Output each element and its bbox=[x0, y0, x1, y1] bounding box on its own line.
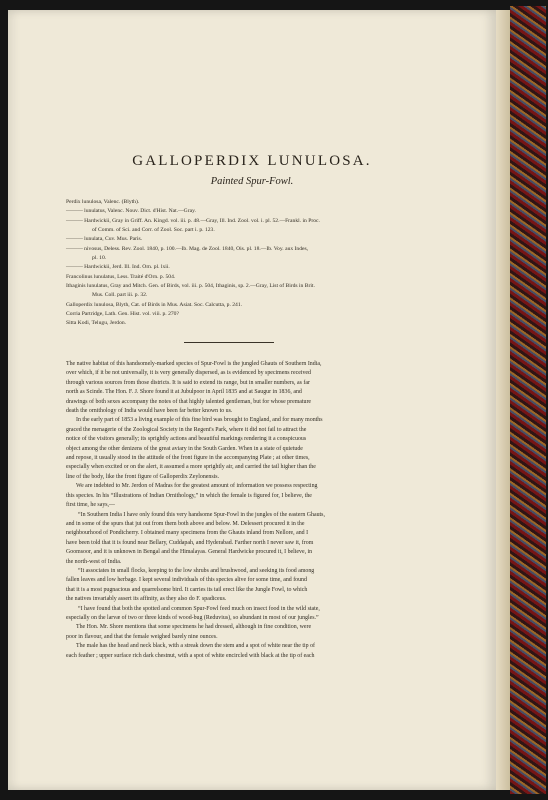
section-divider bbox=[184, 342, 274, 343]
marbled-cover bbox=[510, 6, 546, 794]
synonym-line: Francolinus lunulatus, Less. Traité d'Orn. p. 504. bbox=[66, 273, 176, 280]
synonym-line: of Comm. of Sci. and Corr. of Zool. Soc. part i. p. 123. bbox=[92, 227, 215, 234]
body-line: The male has the head and neck black, with a streak down the stem and a spot of white near the tip of bbox=[76, 643, 315, 650]
body-line: object among the other denizens of the great aviary in the South Garden. When in a state of quietude bbox=[66, 445, 303, 452]
synonym-line: Corria Partridge, Lath. Gen. Hist. vol. viii. p. 270? bbox=[66, 311, 179, 318]
body-line: that it is a most pugnacious and quarrelsome bird. It carries its tail erect like the Jungle Fowl, to which bbox=[66, 586, 308, 593]
body-line: neighbourhood of Pondicherry. I obtained many specimens from the Ghauts inland from Nellore, and I bbox=[66, 530, 309, 537]
body-line: “In Southern India I have only found this very handsome Spur-Fowl in the jungles of the eastern Ghauts, bbox=[78, 511, 325, 518]
body-line: over which, if it be not universally, it is very generally dispersed, as is evidenced by specimens received bbox=[66, 370, 311, 377]
body-text bbox=[66, 360, 484, 661]
page-title: GALLOPERDIX LUNULOSA. bbox=[132, 153, 372, 169]
synonym-line: Perdix lunulosa, Valenc. (Blyth). bbox=[66, 199, 140, 205]
body-line: and repose, it usually stood in the attitude of the front figure in the accompanying Plate ; at other times, bbox=[66, 455, 310, 462]
page-edges bbox=[496, 10, 510, 790]
body-line: and in some of the spurs that jut out from them both above and below. M. Delessert procured it in the bbox=[66, 520, 305, 527]
body-line: north as Scinde. The Hon. F. J. Shore found it at Jubulpoor in April 1835 and at Saugur in 1836, and bbox=[66, 389, 302, 396]
body-line: poor in flavour, and that the female weighed barely nine ounces. bbox=[66, 633, 218, 640]
body-line: graced the menagerie of the Zoological Society in the Regent's Park, where it did not fail to attract the bbox=[66, 426, 307, 433]
synonym-line: Ithaginis lunulatus, Gray and Mitch. Gen. of Birds, vol. iii. p. 504, Ithaginis, sp. 2.—Gray, List of Birds in Brit. bbox=[66, 283, 315, 290]
body-line: especially when excited or on the alert, it assumed a more sprightly air, and carried the tail higher than the bbox=[66, 464, 316, 471]
body-line: this species. In his “Illustrations of Indian Ornithology,” in which the female is figured for, I believe, the bbox=[66, 492, 312, 499]
body-line: have been told that it is found near Bellary, Cuddapah, and Hyderabad. Farther north I never saw it, from bbox=[66, 539, 314, 546]
body-line: fallen leaves and low herbage. I kept several individuals of this species alive for some time, and found bbox=[66, 577, 307, 584]
synonym-line: Mus. Coll. part iii. p. 32. bbox=[92, 292, 148, 299]
body-line: drawings of both sexes accompany the notes of that highly talented gentleman, but for whose premature bbox=[66, 398, 312, 405]
synonym-line: ——— Hardwickii, Jerd. Ill. Ind. Orn. pl. lxii. bbox=[66, 264, 170, 271]
page-subtitle: Painted Spur-Fowl. bbox=[210, 176, 294, 187]
synonym-line: ——— lunulatus, Valenc. Nouv. Dict. d'Hist. Nat.—Gray. bbox=[66, 208, 196, 215]
synonym-line: ——— nivosus, Deless. Rev. Zool. 1840, p. 100.—Ib. Mag. de Zool. 1840, Ois. pl. 18.—Ib. Voy. aux Indes, bbox=[66, 245, 309, 252]
synonymy-list bbox=[66, 198, 486, 329]
book-page bbox=[8, 10, 496, 790]
synonym-line: ——— Hardwickii, Gray in Griff. An. Kingd. vol. iii. p. 48.—Gray, Ill. Ind. Zool. vol. i. pl. 52.—Frankl. in Proc. bbox=[66, 217, 320, 224]
synonym-line: Sitta Kodi, Telugu, Jerdon. bbox=[66, 320, 127, 327]
body-line: through various sources from those districts. It is said to extend its range, but in smaller numbers, as far bbox=[66, 379, 310, 386]
body-line: Goomsoor, and it is unknown in Bengal and the Himalayas. General Hardwicke procured it, I believe, in bbox=[66, 549, 313, 556]
body-line: The Hon. Mr. Shore mentions that some specimens he had dressed, although in fine condition, were bbox=[76, 624, 312, 631]
body-line: line of the body, like the front figure of Galloperdix Zeylonensis. bbox=[66, 473, 220, 480]
body-line: The native habitat of this handsomely-marked species of Spur-Fowl is the jungled Ghauts of Southern India, bbox=[66, 361, 322, 367]
body-line: “I have found that both the spotted and common Spur-Fowl feed much on insect food in the wild state, bbox=[78, 605, 320, 612]
body-line: We are indebted to Mr. Jerdon of Madras for the greatest amount of information we possess respecting bbox=[76, 483, 318, 490]
body-line: death the ornithology of India would have been far better known to us. bbox=[66, 408, 233, 415]
body-line: In the early part of 1853 a living example of this fine bird was brought to England, and for many months bbox=[76, 417, 323, 424]
body-line: especially on the larvæ of two or three kinds of wood-bug (Reduvius), so abundant in most of our jungles.” bbox=[66, 614, 319, 621]
synonym-line: Galloperdix lunulosa, Blyth, Cat. of Birds in Mus. Asiat. Soc. Calcutta, p. 241. bbox=[66, 301, 243, 308]
synonym-line: pl. 10. bbox=[92, 255, 107, 262]
body-line: the north-west of India. bbox=[66, 558, 122, 565]
body-line: each feather ; upper surface rich dark chestnut, with a spot of white encircled with black at the tip of each bbox=[66, 652, 315, 659]
body-line: notice of the visitors generally; its sprightly actions and beautiful markings rendering it a conspicuous bbox=[66, 436, 307, 443]
body-line: “It associates in small flocks, keeping to the low shrubs and brushwood, and seeking its food among bbox=[78, 567, 315, 574]
body-line: the natives invariably assert its affinity, as they also do F. spadiceus. bbox=[66, 596, 227, 603]
synonym-line: ——— lunulata, Cuv. Mus. Paris. bbox=[66, 236, 143, 243]
body-line: first time, he says,— bbox=[66, 502, 115, 509]
